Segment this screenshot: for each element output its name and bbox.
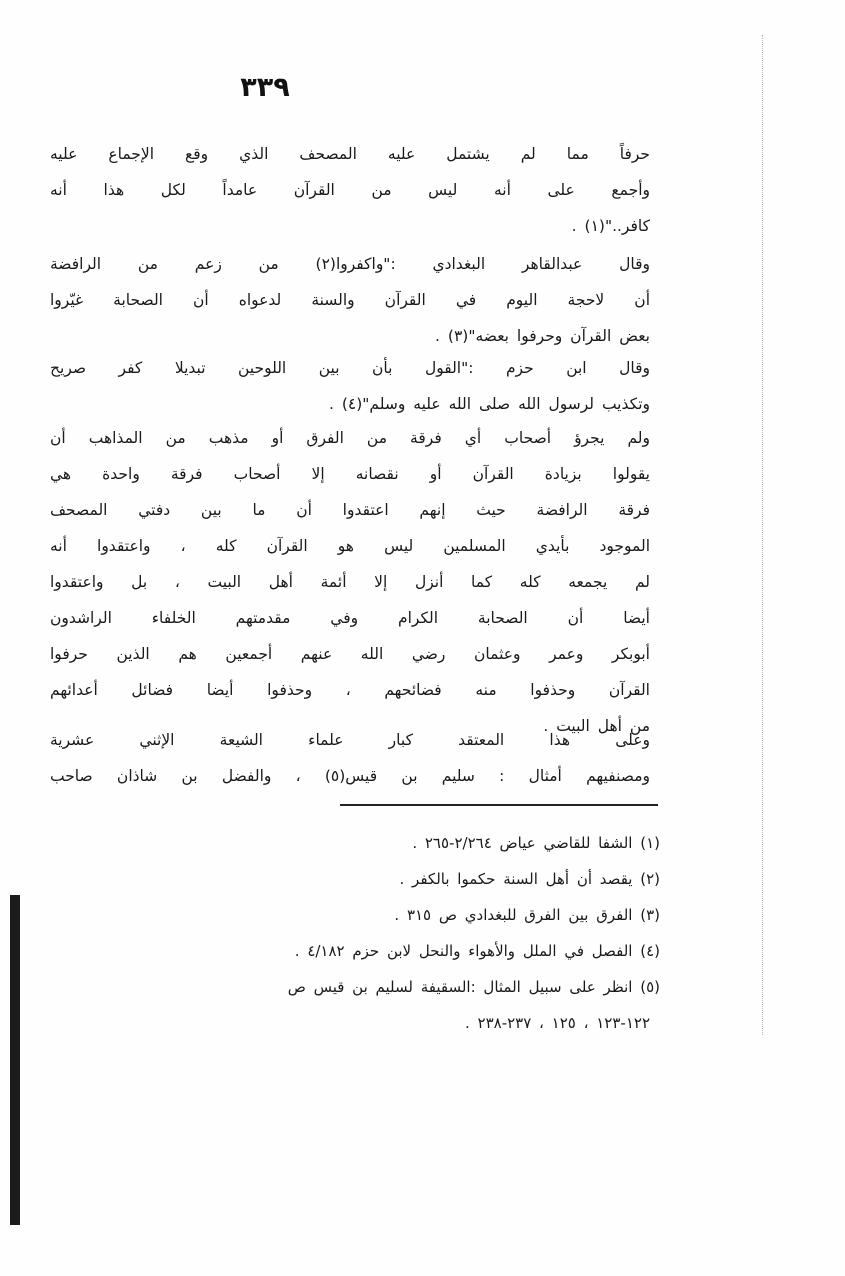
footnote-1: (١) الشفا للقاضي عياض ٢/٢٦٤-٢٦٥ .: [412, 834, 660, 852]
text-line: أبوبكر وعمر وعثمان رضي الله عنهم أجمعين هم الذين حرفوا: [50, 645, 650, 663]
text-line: فرقة الرافضة حيث إنهم اعتقدوا أن ما بين دفتي المصحف: [50, 501, 650, 519]
page-number: ٣٣٩: [240, 72, 290, 103]
scan-edge-shadow: [10, 895, 20, 1225]
text-line: ولم يجرؤ أصحاب أي فرقة من الفرق أو مذهب من المذاهب أن: [50, 429, 650, 447]
footnote-4: (٤) الفصل في الملل والأهواء والنحل لابن حزم ٤/١٨٢ .: [294, 942, 660, 960]
text-line: أيضا أن الصحابة الكرام وفي مقدمتهم الخلفاء الراشدون: [50, 609, 650, 627]
paragraph-1: [50, 136, 650, 244]
text-line: وعلى هذا المعتقد كبار علماء الشيعة الإثني عشرية: [50, 731, 650, 749]
footnote-3: (٣) الفرق بين الفرق للبغدادي ص ٣١٥ .: [394, 906, 660, 924]
text-line: القرآن وحذفوا منه فضائحهم ، وحذفوا أيضا فضائل أعدائهم: [50, 681, 650, 699]
paragraph-4: [50, 420, 650, 744]
footnote-2: (٢) يقصد أن أهل السنة حكموا بالكفر .: [399, 870, 660, 888]
text-line: وأجمع على أنه ليس من القرآن عامداً لكل هذا أنه: [50, 181, 650, 199]
paragraph-3: [50, 350, 650, 422]
footnote-separator: [340, 804, 658, 806]
text-line: الموجود بأيدي المسلمين ليس هو القرآن كله ، واعتقدوا أنه: [50, 537, 650, 555]
footnote-5: (٥) انظر على سبيل المثال :السقيفة لسليم بن قيس ص: [287, 978, 660, 996]
footnotes: [60, 825, 660, 1041]
footnote-5-continued: ١٢٢-١٢٣ ، ١٢٥ ، ٢٣٧-٢٣٨ .: [464, 1014, 650, 1032]
text-line: وقال ابن حزم :"القول بأن بين اللوحين تبديلا كفر صريح: [50, 359, 650, 377]
text-line: يقولوا بزيادة القرآن أو نقصانه إلا أصحاب فرقة واحدة هي: [50, 465, 650, 483]
paragraph-5: [50, 722, 650, 794]
text-line: كافر.."(١) .: [571, 217, 650, 235]
scan-margin-dots: [761, 35, 763, 1035]
text-line: وقال عبدالقاهر البغدادي :"واكفروا(٢) من زعم من الرافضة: [50, 255, 650, 273]
text-line: حرفاً مما لم يشتمل عليه المصحف الذي وقع الإجماع عليه: [50, 145, 650, 163]
text-line: لم يجمعه كله كما أنزل إلا أئمة أهل البيت ، بل واعتقدوا: [50, 573, 650, 591]
text-line: أن لاحجة اليوم في القرآن والسنة لدعواه أن الصحابة غيّروا: [50, 291, 650, 309]
paragraph-2: [50, 246, 650, 354]
text-line: ومصنفيهم أمثال : سليم بن قيس(٥) ، والفضل بن شاذان صاحب: [50, 767, 650, 785]
text-line: وتكذيب لرسول الله صلى الله عليه وسلم"(٤) .: [329, 395, 650, 413]
text-line: من أهل البيت .: [543, 717, 650, 735]
text-line: بعض القرآن وحرفوا بعضه"(٣) .: [435, 327, 650, 345]
